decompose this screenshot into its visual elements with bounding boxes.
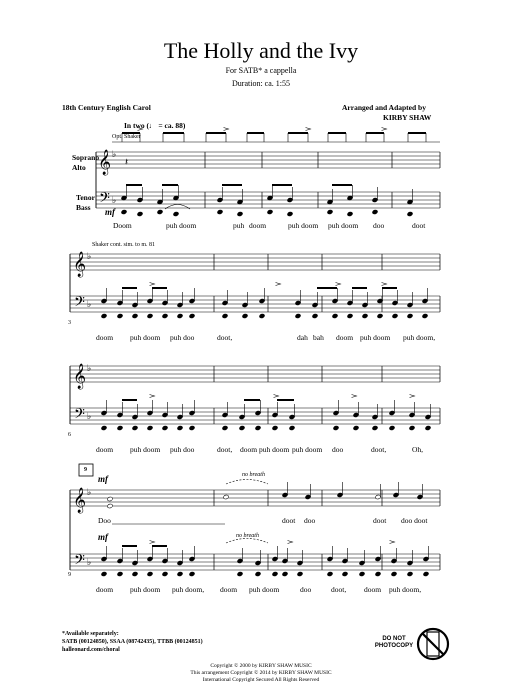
dynamic-mark: mf <box>98 474 108 484</box>
accent-mark <box>150 541 155 544</box>
key-signature-flat: ♭ <box>112 196 117 206</box>
note-head <box>391 571 397 576</box>
note-head <box>177 425 183 430</box>
arranger-name: KIRBY SHAW <box>383 113 432 122</box>
lyric: puh doom <box>166 221 197 230</box>
note-head <box>422 313 428 318</box>
lyric: doo <box>373 221 385 230</box>
note-head <box>117 425 123 430</box>
note-head <box>222 425 228 430</box>
note-head <box>353 425 359 430</box>
note-head <box>295 313 301 318</box>
note-head <box>117 313 123 318</box>
copyright-line: This arrangement Copyright © 2014 by KIRBY SHAW MUSIC <box>190 670 332 676</box>
bass-clef-icon: 𝄢 <box>74 294 85 314</box>
expression-text: no breath <box>242 472 265 478</box>
note-head <box>297 571 303 576</box>
note-head <box>272 425 278 430</box>
staff-label-alto: Alto <box>72 163 86 172</box>
measure-number: 9 <box>68 572 71 578</box>
lyric: doom <box>96 445 114 454</box>
note-head <box>423 571 429 576</box>
lyric: doom <box>249 221 267 230</box>
key-signature-flat: ♭ <box>87 252 92 262</box>
bass-clef-icon: 𝄢 <box>74 406 85 426</box>
lyric: doom <box>364 585 382 594</box>
treble-clef-icon: 𝄞 <box>73 252 87 277</box>
staff-label-bass: Bass <box>76 203 91 212</box>
note-head <box>287 211 293 216</box>
lyric: puh doom <box>360 333 391 342</box>
lyric: doom <box>96 585 114 594</box>
lyric: puh doom <box>288 221 319 230</box>
lyric: puh doom, <box>403 333 436 342</box>
note-head <box>362 313 368 318</box>
note-head <box>372 425 378 430</box>
note-head <box>407 313 413 318</box>
accent-mark <box>352 395 357 398</box>
lyric: puh doom <box>259 445 290 454</box>
note-head <box>272 571 278 576</box>
accent-mark <box>382 128 387 131</box>
note-head <box>223 494 229 499</box>
lyric: doo doot <box>401 516 428 525</box>
note-head <box>117 571 123 576</box>
lyric: doot <box>282 516 296 525</box>
lyric: puh doom, <box>172 585 205 594</box>
note-head <box>132 313 138 318</box>
note-head <box>289 425 295 430</box>
accent-mark <box>276 283 281 286</box>
page-title: The Holly and the Ivy <box>163 38 359 63</box>
lyric: doot, <box>331 585 347 594</box>
note-head <box>375 571 381 576</box>
note-head <box>189 425 195 430</box>
dynamic-mark: mf <box>98 532 108 542</box>
footnote-line: halleonard.com/choral <box>62 647 120 653</box>
copyright-line: Copyright © 2000 by KIRBY SHAW MUSIC <box>210 663 312 669</box>
expression-text: no breath <box>236 533 259 539</box>
key-signature-flat: ♭ <box>87 488 92 498</box>
note-head <box>267 209 273 214</box>
slur <box>165 205 190 210</box>
accent-mark <box>150 283 155 286</box>
lyric: doom <box>240 445 258 454</box>
note-head <box>259 313 265 318</box>
lyric: puh doo <box>170 445 195 454</box>
treble-clef-icon: 𝄞 <box>73 364 87 389</box>
note-head <box>237 571 243 576</box>
note-head <box>137 211 143 216</box>
lyric: puh doom <box>249 585 280 594</box>
note-head <box>189 313 195 318</box>
note-head <box>389 425 395 430</box>
note-head <box>282 571 288 576</box>
key-signature-flat: ♭ <box>87 300 92 310</box>
note-head <box>101 425 107 430</box>
note-head <box>359 571 365 576</box>
note-head <box>332 313 338 318</box>
lyric: doom <box>336 333 354 342</box>
lyric: puh doom, <box>389 585 422 594</box>
note-head <box>237 211 243 216</box>
source-credit: 18th Century English Carol <box>62 103 151 112</box>
slur <box>226 480 268 485</box>
note-head <box>342 571 348 576</box>
note-head <box>162 313 168 318</box>
accent-mark <box>390 541 395 544</box>
note-head <box>222 313 228 318</box>
lyric: doot <box>412 221 426 230</box>
lyric: puh doom <box>130 585 161 594</box>
note-head <box>409 425 415 430</box>
note-head <box>347 211 353 216</box>
notation-marks <box>73 128 431 577</box>
lyric: doot <box>373 516 387 525</box>
lyric: doom <box>96 333 114 342</box>
staff-label-tenor: Tenor <box>76 193 95 202</box>
accent-mark <box>410 395 415 398</box>
lyric: Doom <box>113 221 132 230</box>
key-signature-flat: ♭ <box>87 364 92 374</box>
bass-clef-icon: 𝄢 <box>99 190 110 210</box>
note-head <box>327 571 333 576</box>
dynamic-mark: mf <box>105 207 115 217</box>
lyric: puh doom <box>292 445 323 454</box>
accent-mark <box>382 283 387 286</box>
note-head <box>372 209 378 214</box>
note-head <box>217 209 223 214</box>
footnote-line: SATB (00124850), SSAA (08742435), TTBB (00124851) <box>62 639 203 645</box>
lyric: puh <box>233 221 245 230</box>
stamp-line: DO NOT <box>382 636 406 642</box>
note-head <box>147 425 153 430</box>
note-head <box>255 425 261 430</box>
accent-mark <box>288 541 293 544</box>
staff-label-soprano: Soprano <box>72 153 100 162</box>
note-head <box>407 211 413 216</box>
note-head <box>392 313 398 318</box>
lyric: doo <box>300 585 312 594</box>
note-head <box>147 571 153 576</box>
accent-mark <box>274 395 279 398</box>
note-head <box>132 571 138 576</box>
note-head <box>425 425 431 430</box>
note-head <box>162 571 168 576</box>
copyright-line: International Copyright Secured All Rights Reserved <box>202 677 320 683</box>
rehearsal-number: 9 <box>84 467 87 473</box>
lyric: Doo <box>98 516 111 525</box>
note-head <box>107 503 113 508</box>
bass-clef-icon: 𝄢 <box>74 552 85 572</box>
note-head <box>333 425 339 430</box>
note-head <box>132 425 138 430</box>
lyric: puh doom <box>130 333 161 342</box>
note-head <box>107 496 113 501</box>
note-head <box>101 313 107 318</box>
treble-clef-icon: 𝄞 <box>98 150 112 175</box>
staves <box>70 142 440 570</box>
tempo-marking: In two (♩ = ca. 88) <box>124 121 186 130</box>
lyric: doot, <box>217 333 233 342</box>
voicing-subtitle: For SATB* a cappella <box>225 66 297 75</box>
lyric: doot, <box>371 445 387 454</box>
duration-text: Duration: ca. 1:55 <box>232 79 290 88</box>
rest-icon: 𝄽 <box>125 157 129 168</box>
footnote-head: *Available separately: <box>62 631 119 637</box>
arranger-line: Arranged and Adapted by <box>342 103 426 112</box>
treble-clef-icon: 𝄞 <box>73 488 87 513</box>
note-head <box>189 571 195 576</box>
lyric: dah <box>297 333 308 342</box>
note-head <box>242 313 248 318</box>
note-head <box>327 209 333 214</box>
no-photocopy-icon <box>418 629 448 659</box>
lyric: doom <box>220 585 238 594</box>
note-head <box>377 313 383 318</box>
lyric: doo <box>304 516 316 525</box>
note-head <box>255 571 261 576</box>
accent-mark <box>306 128 311 131</box>
no-photocopy-stamp <box>373 636 415 650</box>
stamp-line: PHOTOCOPY <box>374 643 414 649</box>
accent-mark <box>224 128 229 131</box>
key-signature-flat: ♭ <box>112 150 117 160</box>
lyric: doot, <box>217 445 233 454</box>
note-head <box>157 209 163 214</box>
slur <box>226 539 268 544</box>
note-head <box>173 211 179 216</box>
key-signature-flat: ♭ <box>87 412 92 422</box>
accent-mark <box>150 395 155 398</box>
note-head <box>147 313 153 318</box>
note-head <box>101 571 107 576</box>
shaker-note: Shaker cont. sim. to m. 81 <box>92 242 155 248</box>
lyric: puh doo <box>170 333 195 342</box>
measure-number: 3 <box>68 320 71 326</box>
note-head <box>312 313 318 318</box>
note-head <box>162 425 168 430</box>
note-head <box>177 313 183 318</box>
note-head <box>407 571 413 576</box>
lyric: puh doom <box>130 445 161 454</box>
accent-mark <box>336 283 341 286</box>
note-head <box>239 425 245 430</box>
instrument-note: Opt. Shaker <box>112 134 141 140</box>
key-signature-flat: ♭ <box>87 558 92 568</box>
measure-number: 6 <box>68 432 71 438</box>
note-head <box>121 209 127 214</box>
lyric: puh doom <box>328 221 359 230</box>
lyric: doo <box>332 445 344 454</box>
note-head <box>347 313 353 318</box>
lyric: bah <box>313 333 324 342</box>
lyric: Oh, <box>412 445 424 454</box>
note-head <box>177 571 183 576</box>
